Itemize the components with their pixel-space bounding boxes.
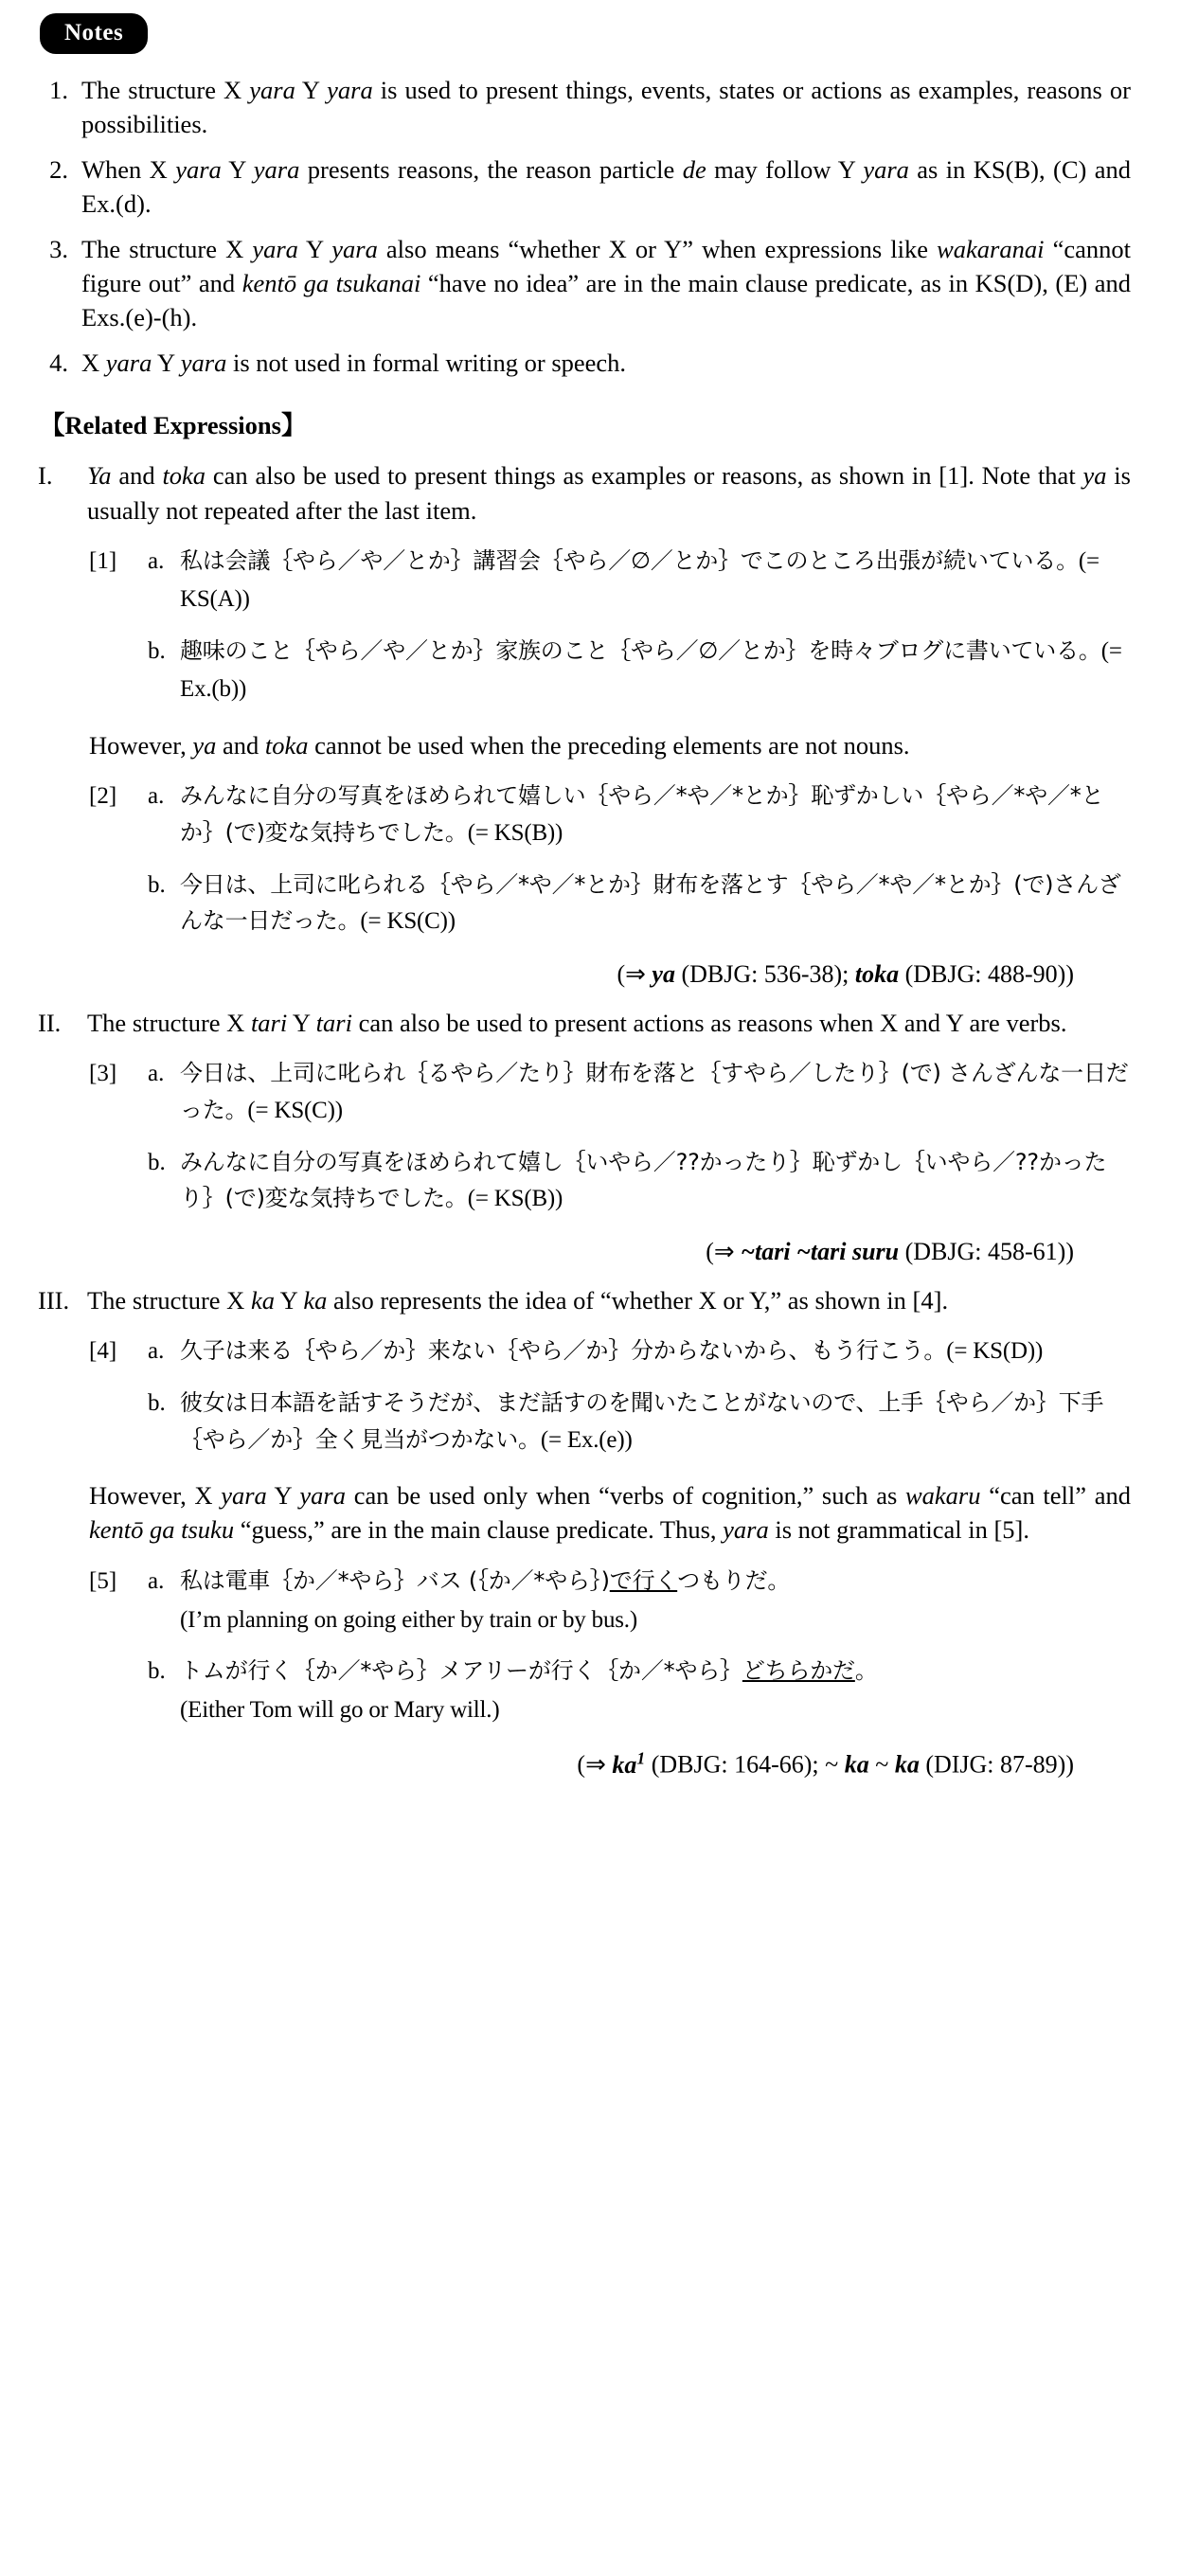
example-sentence: トムが行く｛か／*やら｝メアリーが行く｛か／*やら｝どちらかだ。 (Either Tom will go or Mary will.): [180, 1657, 878, 1723]
example-sentence: みんなに自分の写真をほめられて嬉し｛いやら／??かったり｝恥ずかし｛いやら／??かったり｝(で)変な気持ちでした。(= KS(B)): [180, 1148, 1107, 1212]
example-sentence: 私は電車｛か／*やら｝バス (｛か／*やら｝)で行くつもりだ。 (I’m planning on going either by train or by bus.): [180, 1566, 791, 1633]
notes-list: [38, 73, 1131, 380]
list-item: [38, 232, 1131, 334]
example-items: [148, 543, 1131, 709]
example-items: [148, 1055, 1131, 1219]
note-text: When X yara Y yara presents reasons, the reason particle de may follow Y yara as in KS(B), (C) and Ex.(d).: [81, 155, 1132, 219]
notes-section-header: Notes: [40, 13, 148, 54]
section-numeral: I.: [38, 461, 53, 491]
example-sentence: 今日は、上司に叱られる｛やら／*や／*とか｝財布を落とす｛やら／*や／*とか｝(で)さんざんな一日だった。(= KS(C)): [180, 870, 1121, 935]
example-letter: b.: [148, 871, 166, 898]
example-label: [1]: [89, 547, 117, 574]
example-items: [148, 1563, 1131, 1730]
note-number: 4.: [49, 349, 68, 378]
example-group: [89, 1055, 1131, 1219]
list-item: [148, 867, 1131, 941]
section-paragraph: However, ya and toka cannot be used when the preceding elements are not nouns.: [89, 730, 910, 760]
example-sentence: みんなに自分の写真をほめられて嬉しい｛やら／*や／*とか｝恥ずかしい｛やら／*や／*とか｝(で)変な気持ちでした。(= KS(B)): [180, 782, 1104, 847]
list-item: [148, 543, 1131, 619]
example-letter: b.: [148, 1149, 166, 1175]
related-expressions-heading: 【Related Expressions】: [40, 411, 307, 440]
cross-reference: (⇒ ~tari ~tari suru (DBJG: 458-61)): [706, 1237, 1074, 1265]
example-letter: b.: [148, 1658, 166, 1685]
cross-reference: (⇒ ya (DBJG: 536-38); toka (DBJG: 488-90)): [617, 959, 1074, 988]
example-letter: b.: [148, 637, 166, 664]
list-item: [148, 1055, 1131, 1130]
example-sentence: 私は会議｛やら／や／とか｝講習会｛やら／∅／とか｝でこのところ出張が続いている。(= KS(A)): [180, 546, 1100, 613]
note-number: 3.: [49, 235, 68, 264]
example-sentence: 今日は、上司に叱られ｛るやら／たり｝財布を落と｛すやら／したり｝(で) さんざんな一日だった。(= KS(C)): [180, 1060, 1129, 1124]
example-items: [148, 778, 1131, 941]
section-intro-text: The structure X ka Y ka also represents the idea of “whether X or Y,” as shown in [4].: [87, 1285, 949, 1315]
example-group: [89, 1333, 1131, 1459]
section-intro-text: Ya and toka can also be used to present things as examples or reasons, as shown in [1]. Note that ya is usually not repeated after the last item.: [87, 461, 1131, 525]
example-group: [89, 1563, 1131, 1730]
example-group: [89, 778, 1131, 941]
example-letter: a.: [148, 1567, 165, 1594]
example-letter: a.: [148, 547, 165, 574]
note-text: The structure X yara Y yara also means “whether X or Y” when expressions like wakaranai “cannot figure out” and kentō ga tsukanai “have no idea” are in the main clause predicate, as in KS(D), (E) and Exs.(e)-(h).: [81, 235, 1131, 332]
example-sentence: 久子は来る｛やら／か｝来ない｛やら／か｝分からないから、もう行こう。(= KS(D)): [180, 1337, 1044, 1365]
example-letter: a.: [148, 783, 165, 810]
example-sentence: 趣味のこと｛やら／や／とか｝家族のこと｛やら／∅／とか｝を時々ブログに書いている。(= Ex.(b)): [180, 636, 1122, 703]
example-label: [2]: [89, 783, 117, 810]
list-item: [148, 1653, 1131, 1729]
list-item: [148, 1144, 1131, 1219]
example-label: [5]: [89, 1567, 117, 1594]
example-label: [4]: [89, 1338, 117, 1365]
list-item: [148, 1333, 1131, 1371]
example-sentence: 彼女は日本語を話すそうだが、まだ話すのを聞いたことがないので、上手｛やら／か｝下手｛やら／か｝全く見当がつかない。(= Ex.(e)): [180, 1388, 1104, 1453]
note-number: 2.: [49, 155, 68, 185]
related-expression-section-1: [38, 458, 1131, 528]
list-item: [148, 778, 1131, 852]
section-numeral: III.: [38, 1285, 70, 1315]
section-numeral: II.: [38, 1008, 62, 1037]
example-group: [89, 543, 1131, 709]
example-items: [148, 1333, 1131, 1459]
note-text: X yara Y yara is not used in formal writing or speech.: [81, 349, 627, 378]
example-letter: b.: [148, 1389, 166, 1416]
related-expression-section-3: [38, 1283, 1131, 1317]
note-number: 1.: [49, 76, 68, 104]
list-item: [38, 152, 1131, 221]
section-paragraph: However, X yara Y yara can be used only when “verbs of cognition,” such as wakaru “can tell” and kentō ga tsuku “guess,” are in the main clause predicate. Thus, yara is not grammatical in [5].: [89, 1481, 1132, 1545]
list-item: [38, 73, 1131, 141]
section-intro-text: The structure X tari Y tari can also be used to present actions as reasons when X and Y are verbs.: [87, 1008, 1067, 1037]
list-item: [148, 633, 1131, 709]
cross-reference: (⇒ $ka^1$ (DBJG: 164-66); ~ ka ~ ka (DIJG: 87-89)): [577, 1748, 1074, 1780]
example-letter: a.: [148, 1338, 165, 1365]
note-text: The structure X yara Y yara is used to present things, events, states or actions as examples, reasons or possibilities.: [81, 76, 1131, 139]
list-item: [38, 346, 1131, 380]
related-expression-section-2: [38, 1006, 1131, 1040]
list-item: [148, 1385, 1131, 1459]
example-label: [3]: [89, 1061, 117, 1087]
example-letter: a.: [148, 1061, 165, 1087]
list-item: [148, 1563, 1131, 1639]
